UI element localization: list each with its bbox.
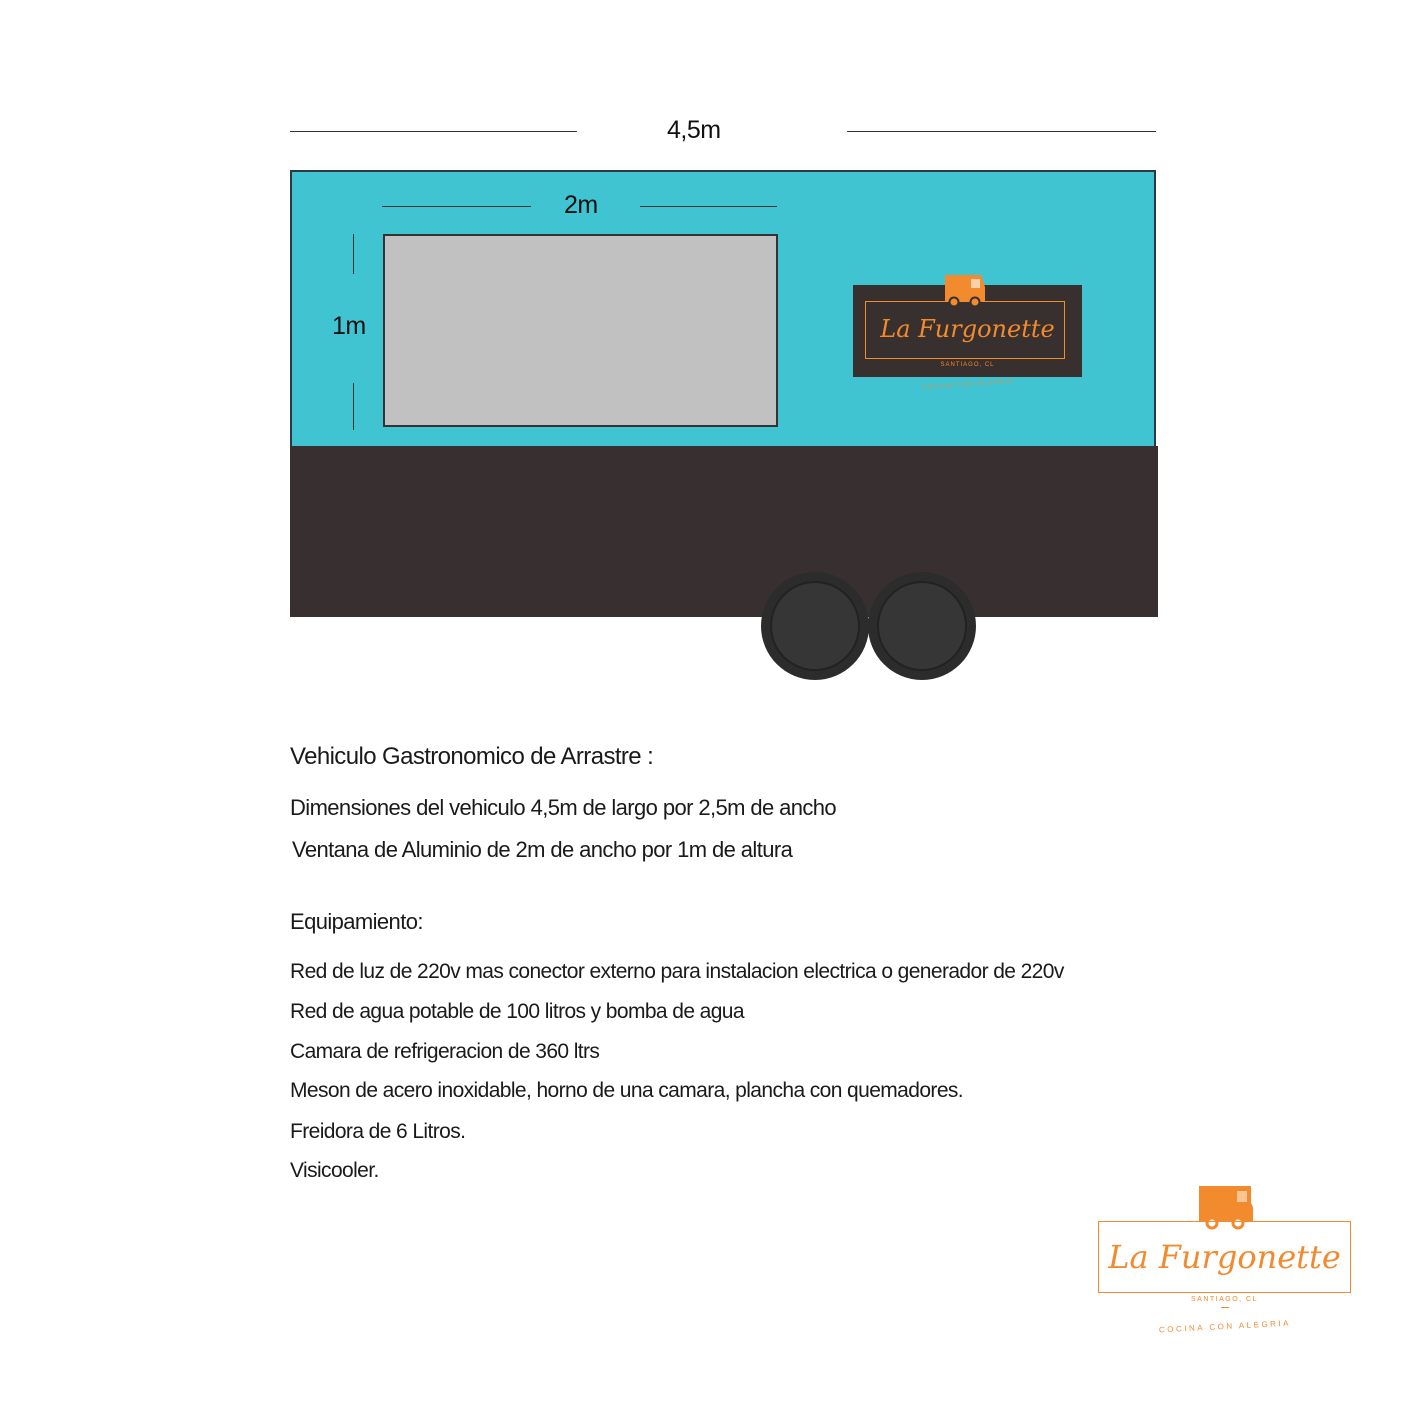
length-dimension-label: 4,5m bbox=[667, 116, 721, 144]
trailer-lower-body bbox=[290, 446, 1158, 617]
corner-logo-tagline: COCINA CON ALEGRIA bbox=[1158, 1318, 1292, 1335]
equipment-item: Camara de refrigeracion de 360 ltrs bbox=[290, 1040, 600, 1063]
corner-logo-location: SANTIAGO, CL bbox=[1190, 1296, 1258, 1303]
trailer-logo-van-icon bbox=[941, 271, 989, 309]
length-dimension-line-left bbox=[290, 131, 577, 132]
equipment-heading: Equipamiento: bbox=[290, 909, 423, 934]
equipment-item: Meson de acero inoxidable, horno de una camara, plancha con quemadores. bbox=[290, 1079, 964, 1102]
wheel-left-rim bbox=[770, 581, 860, 671]
wheel-right bbox=[868, 572, 976, 680]
description-title: Vehiculo Gastronomico de Arrastre : bbox=[290, 743, 654, 770]
wheel-right-rim bbox=[877, 581, 967, 671]
trailer-logo-tagline: COCINA CON ALEGRIA bbox=[921, 378, 1015, 392]
window-width-line-left bbox=[382, 206, 531, 207]
window-width-label: 2m bbox=[564, 191, 598, 219]
window-height-label: 1m bbox=[332, 312, 366, 340]
trailer-logo-location: SANTIAGO, CL bbox=[940, 362, 995, 368]
trailer-logo-text: La Furgonette bbox=[880, 315, 1055, 343]
service-window bbox=[383, 234, 778, 427]
window-height-line-top bbox=[353, 234, 354, 274]
equipment-item: Red de agua potable de 100 litros y bomba de agua bbox=[290, 1000, 744, 1023]
equipment-item: Red de luz de 220v mas conector externo para instalacion electrica o generador de 220v bbox=[290, 960, 1064, 983]
window-height-line-bottom bbox=[353, 383, 354, 430]
equipment-item: Visicooler. bbox=[290, 1159, 379, 1182]
window-width-line-right bbox=[640, 206, 777, 207]
corner-logo-divider bbox=[1221, 1307, 1229, 1308]
equipment-item: Freidora de 6 Litros. bbox=[290, 1120, 466, 1143]
wheel-left bbox=[761, 572, 869, 680]
corner-logo-text: La Furgonette bbox=[1108, 1238, 1341, 1276]
length-dimension-line-right bbox=[847, 131, 1156, 132]
description-window: Ventana de Aluminio de 2m de ancho por 1m de altura bbox=[292, 837, 793, 862]
description-dimensions: Dimensiones del vehiculo 4,5m de largo por 2,5m de ancho bbox=[290, 795, 837, 820]
